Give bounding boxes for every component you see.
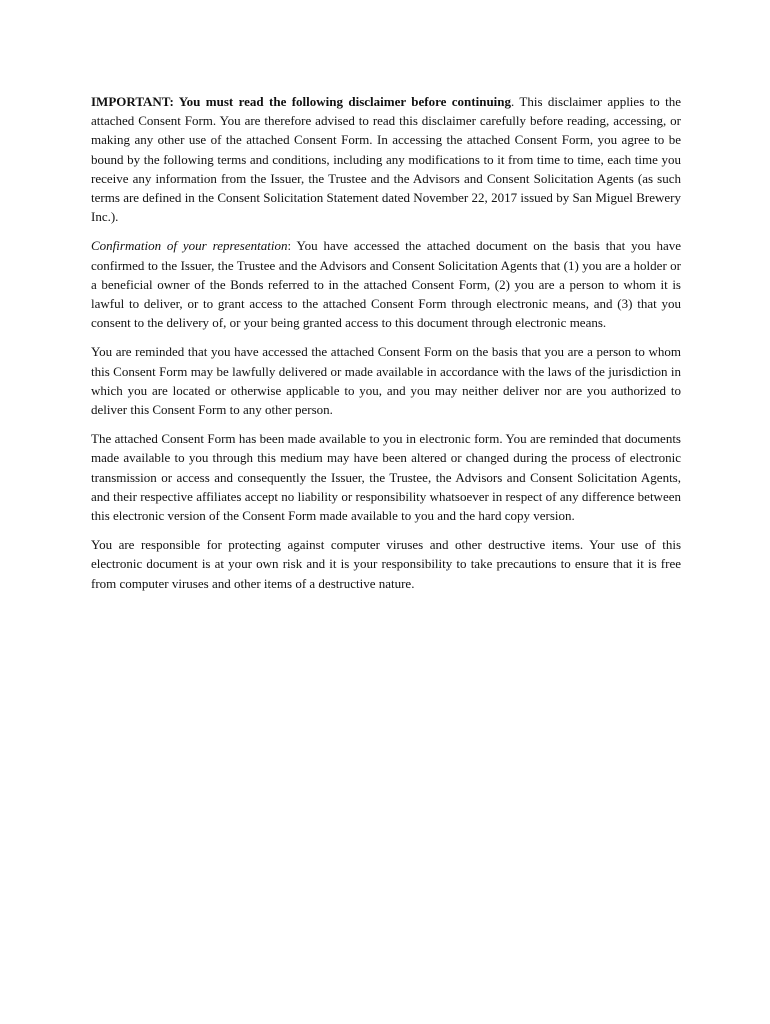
paragraph-body: . This disclaimer applies to the attached Consent Form. You are therefore advised to read this disclaimer carefully before reading, accessing, or making any other use of the attached Consent Form. In accessing the attached Consent Form, you agree to be bound by the following terms and conditions, including any modifications to it from time to time, each time you receive any information from the Issuer, the Trustee and the Advisors and Consent Solicitation Agents (as such terms are defined in the Consent Solicitation Statement dated November 22, 2017 issued by San Miguel Brewery Inc.). [91,94,681,225]
paragraph-important [91,92,681,226]
paragraph-electronic-form [91,429,681,525]
important-heading: IMPORTANT: You must read the following disclaimer before continuing [91,94,512,109]
disclaimer-text [91,92,681,603]
paragraph-body: : You have accessed the attached document on the basis that you have confirmed to the Issuer, the Trustee and the Advisors and Consent Solicitation Agents that (1) you are a holder or a beneficial owner of the Bonds referred to in the attached Consent Form, (2) you are a person to whom it is lawful to deliver, or to grant access to the attached Consent Form through electronic means, and (3) that you consent to the delivery of, or your being granted access to this document through electronic means. [91,238,681,331]
paragraph-viruses [91,535,681,593]
paragraph-body: You are reminded that you have accessed the attached Consent Form on the basis that you are a person to whom this Consent Form may be lawfully delivered or made available in accordance with the laws of the jurisdiction in which you are located or otherwise applicable to you, and you may neither deliver nor are you authorized to deliver this Consent Form to any other person. [91,344,681,418]
paragraph-confirmation [91,236,681,332]
paragraph-body: You are responsible for protecting against computer viruses and other destructive items. Your use of this electronic document is at your own risk and it is your responsibility to take precautions to ensure that it is free from computer viruses and other items of a destructive nature. [91,537,681,591]
paragraph-body: The attached Consent Form has been made available to you in electronic form. You are reminded that documents made available to you through this medium may have been altered or changed during the process of electronic transmission or access and consequently the Issuer, the Trustee, the Advisors and Consent Solicitation Agents, and their respective affiliates accept no liability or responsibility whatsoever in respect of any difference between this electronic version of the Consent Form made available to you and the hard copy version. [91,431,681,524]
paragraph-reminder [91,342,681,419]
confirmation-heading: Confirmation of your representation [91,238,288,254]
